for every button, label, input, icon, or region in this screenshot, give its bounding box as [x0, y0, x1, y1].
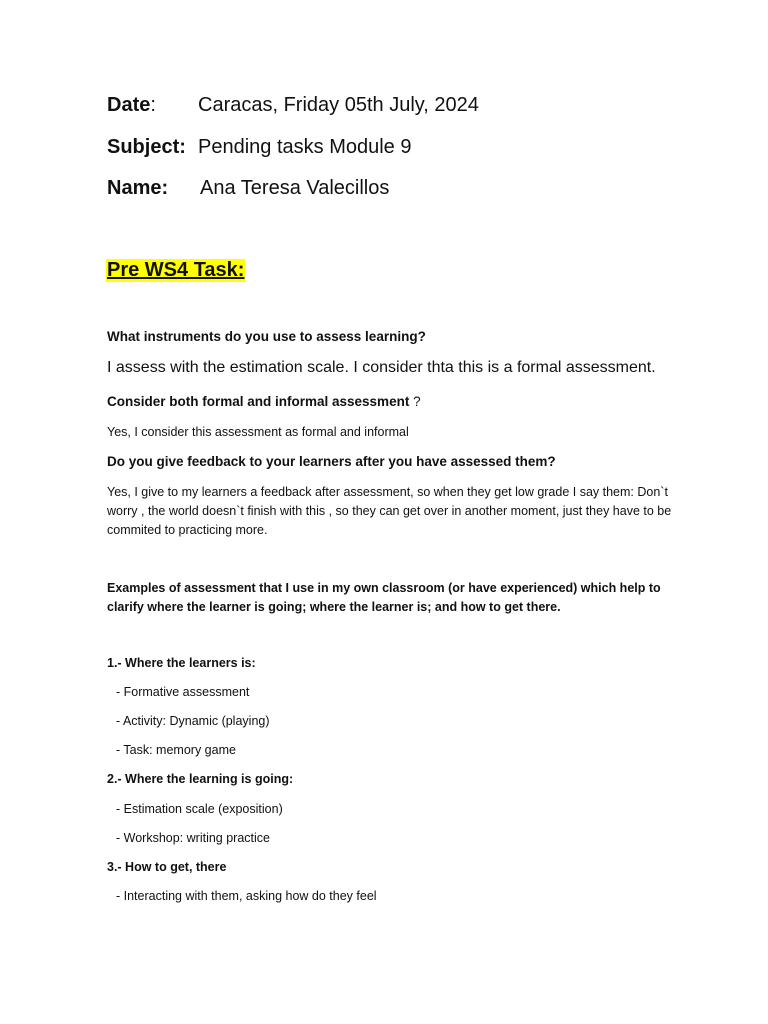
task-heading: Pre WS4 Task: — [107, 259, 245, 281]
answer-1: I assess with the estimation scale. I consider thta this is a formal assessment. — [107, 359, 656, 376]
name-value: Ana Teresa Valecillos — [200, 177, 390, 199]
subject-label: Subject: — [107, 136, 186, 158]
question-2 — [107, 394, 421, 409]
examples-intro: Examples of assessment that I use in my own classroom (or have experienced) which help to clarify where the learner is going; where the learner is; and how to get there. — [107, 581, 661, 614]
name-label: Name: — [107, 177, 169, 199]
section-2-heading: 2.- Where the learning is going: — [107, 772, 294, 786]
answer-2: Yes, I consider this assessment as formal and informal — [107, 425, 409, 439]
section-1-item: - Task: memory game — [116, 743, 236, 757]
section-2-item: - Estimation scale (exposition) — [116, 802, 283, 816]
question-2-text: Consider both formal and informal assessment — [107, 394, 410, 409]
section-3-item: - Interacting with them, asking how do they feel — [116, 889, 377, 903]
date-value: Caracas, Friday 05th July, 2024 — [198, 94, 479, 116]
section-1-item: - Activity: Dynamic (playing) — [116, 714, 270, 728]
answer-3: Yes, I give to my learners a feedback after assessment, so when they get low grade I say them: Don`t worry , the world doesn`t finish with this , so they can get over in another moment, just they have to be commited to practicing more. — [107, 485, 672, 537]
date-label-colon: : — [150, 94, 156, 116]
section-2-item: - Workshop: writing practice — [116, 831, 270, 845]
question-1: What instruments do you use to assess learning? — [107, 329, 426, 344]
date-label-text: Date — [107, 94, 151, 116]
section-1-heading: 1.- Where the learners is: — [107, 656, 256, 670]
date-label — [107, 94, 156, 117]
section-1-item: - Formative assessment — [116, 685, 250, 699]
question-2-mark: ? — [409, 394, 421, 409]
section-3-heading: 3.- How to get, there — [107, 860, 227, 874]
question-3: Do you give feedback to your learners after you have assessed them? — [107, 454, 556, 469]
subject-value: Pending tasks Module 9 — [198, 136, 412, 158]
